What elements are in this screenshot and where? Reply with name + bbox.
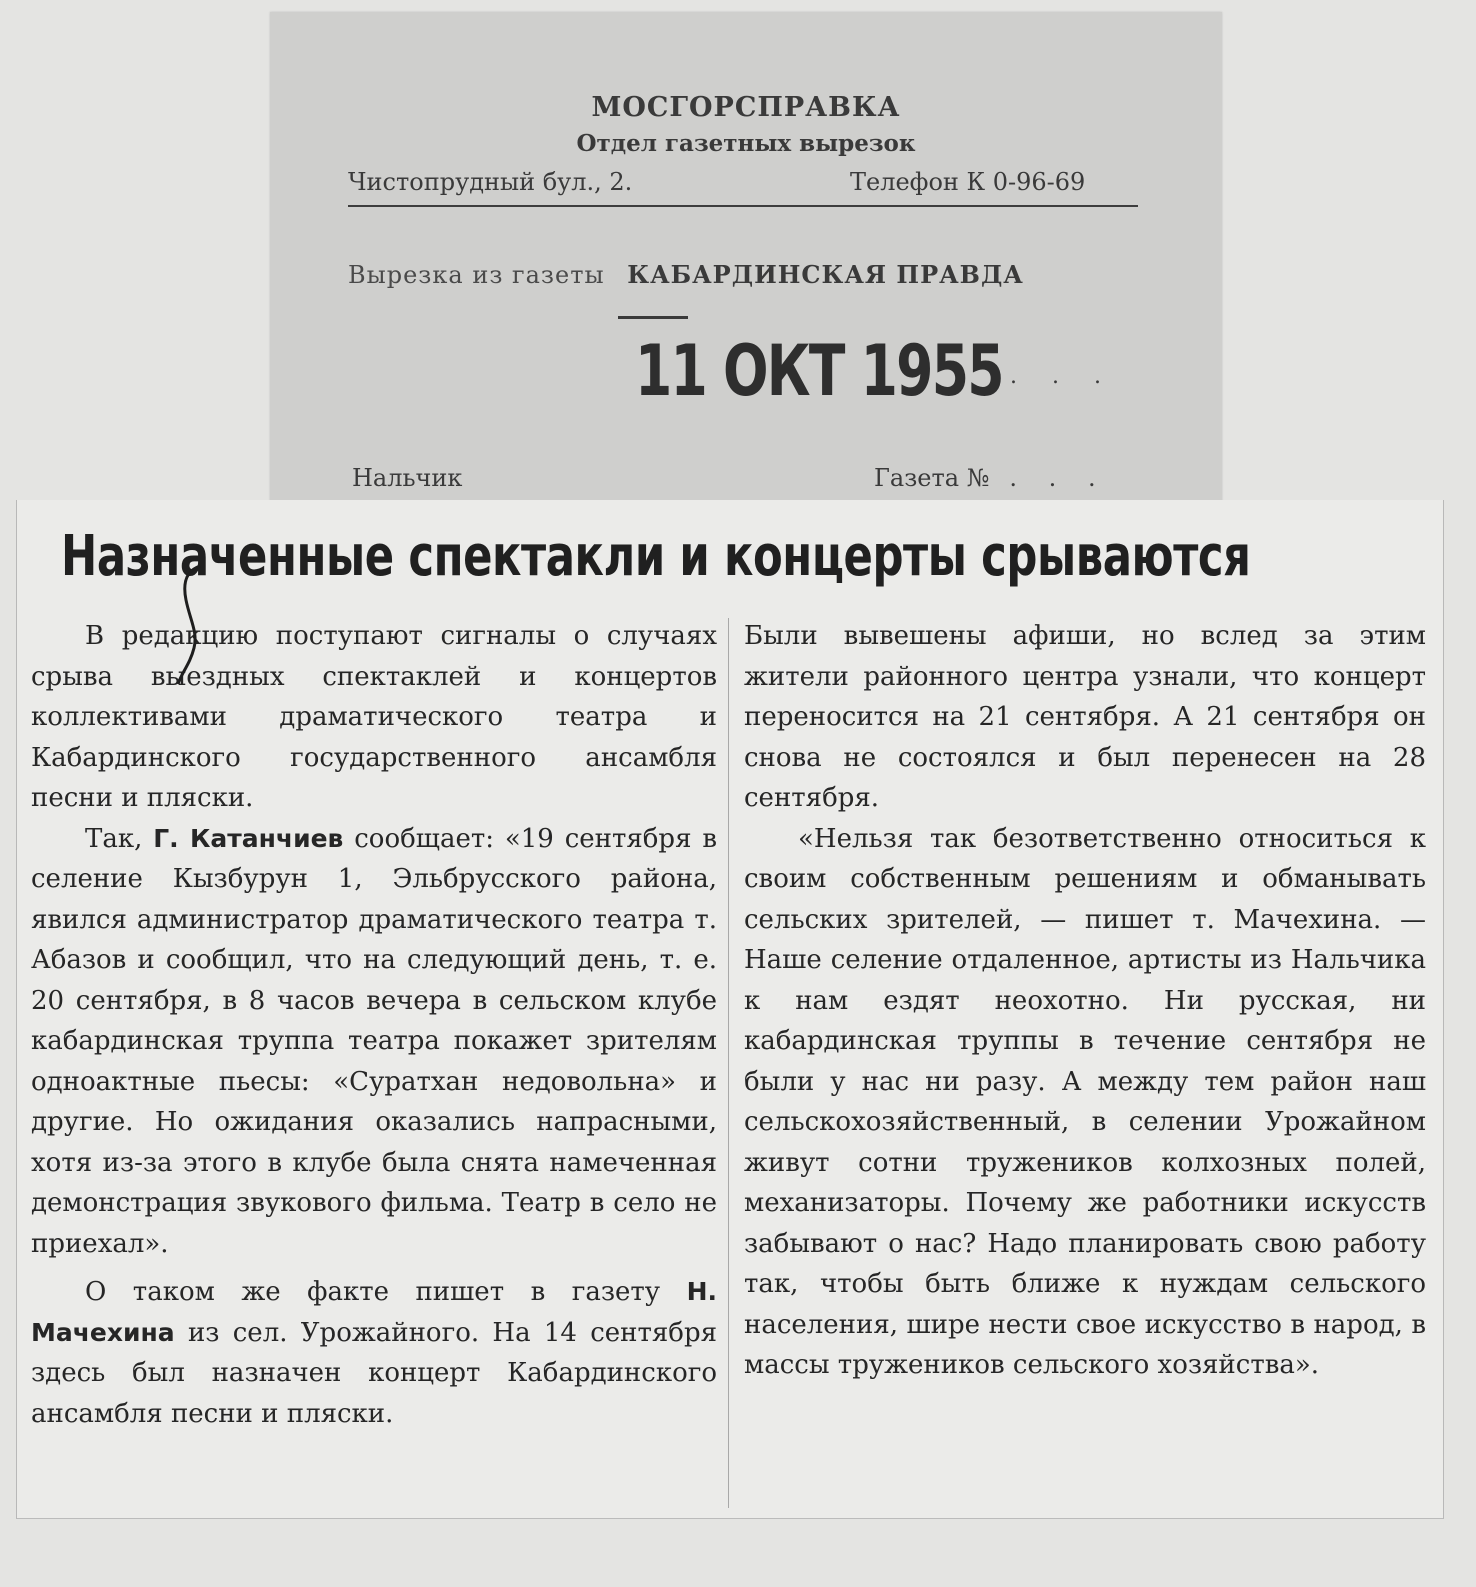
article-column-right bbox=[744, 616, 1426, 1386]
article-headline: Назначенные спектакли и концерты срываются bbox=[61, 524, 1251, 589]
author-name: Н. Мачехина bbox=[31, 1277, 718, 1347]
date-dots: . . . bbox=[1010, 364, 1115, 389]
paragraph-text: О таком же факте пишет в газету bbox=[85, 1277, 661, 1307]
stamp-mark bbox=[618, 316, 688, 319]
author-name: Г. Катанчиев bbox=[153, 823, 344, 853]
paragraph: Были вывешены афиши, но вслед за этим жители районного центра узнали, что концерт переносится на 21 сентября. А 21 сентября он снова не состоялся и был перенесен на 28 сентября. bbox=[744, 621, 1426, 813]
paragraph bbox=[31, 819, 717, 1265]
newspaper-name: КАБАРДИНСКАЯ ПРАВДА bbox=[627, 260, 1024, 289]
issue-field bbox=[874, 464, 1108, 492]
agency-phone: Телефон К 0-96-69 bbox=[850, 168, 1086, 196]
agency-name: МОСГОРСПРАВКА bbox=[591, 92, 901, 123]
label-divider bbox=[348, 205, 1138, 207]
city-name: Нальчик bbox=[352, 464, 463, 492]
column-divider bbox=[728, 618, 729, 1508]
clip-prefix: Вырезка из газеты bbox=[348, 261, 605, 289]
agency-address: Чистопрудный бул., 2. bbox=[348, 168, 633, 196]
paragraph-text: сообщает: «19 сентября в селение Кызбурун 1, Эльбрусского района, явился администратор драматического театра т. Абазов и сообщил, что на следующий день, т. е. 20 сентября, в 8 часов вечера в сельском клубе кабардинская труппа театра покажет зрителям одноактные пьесы: «Суратхан недовольна» и другие. Но ожидания оказались напрасными, хотя из-за этого в клубе была снята намеченная демонстрация звукового фильма. Театр в село не приехал». bbox=[31, 823, 717, 1259]
paragraph-text: Так, bbox=[85, 823, 143, 854]
clip-source-line bbox=[348, 260, 1024, 289]
date-stamp: 11 ОКТ 1955 bbox=[635, 330, 1003, 412]
clipping-service-label bbox=[270, 12, 1222, 507]
article-column-left bbox=[31, 616, 717, 1434]
newspaper-clipping bbox=[16, 500, 1444, 1519]
paragraph: «Нельзя так безответственно относиться к своим собственным решениям и обманывать сельских зрителей, — пишет т. Мачехина. — Наше селение отдаленное, артисты из Нальчика к нам ездят неохотно. Ни русская, ни кабардинская труппы в течение сентября не были у нас ни разу. А между тем район наш сельскохозяйственный, в селении Урожайном живут сотни тружеников колхозных полей, механизаторы. Почему же работники искусств забывают о нас? Надо планировать свою работу так, чтобы быть ближе к нуждам сельского населения, шире нести свое искусство в народ, в массы тружеников сельского хозяйства». bbox=[744, 823, 1426, 1380]
paragraph bbox=[31, 1272, 717, 1434]
issue-label: Газета № bbox=[874, 464, 990, 492]
paragraph-text: из сел. Урожайного. На 14 сентября здесь был назначен концерт Кабардинского ансамбля песни и пляски. bbox=[31, 1317, 717, 1429]
department-name: Отдел газетных вырезок bbox=[576, 130, 916, 157]
paragraph: В редакцию поступают сигналы о случаях срыва выездных спектаклей и концертов коллективами драматического театра и Кабардинского государственного ансамбля песни и пляски. bbox=[31, 621, 717, 813]
issue-dots: . . . bbox=[1009, 464, 1108, 492]
